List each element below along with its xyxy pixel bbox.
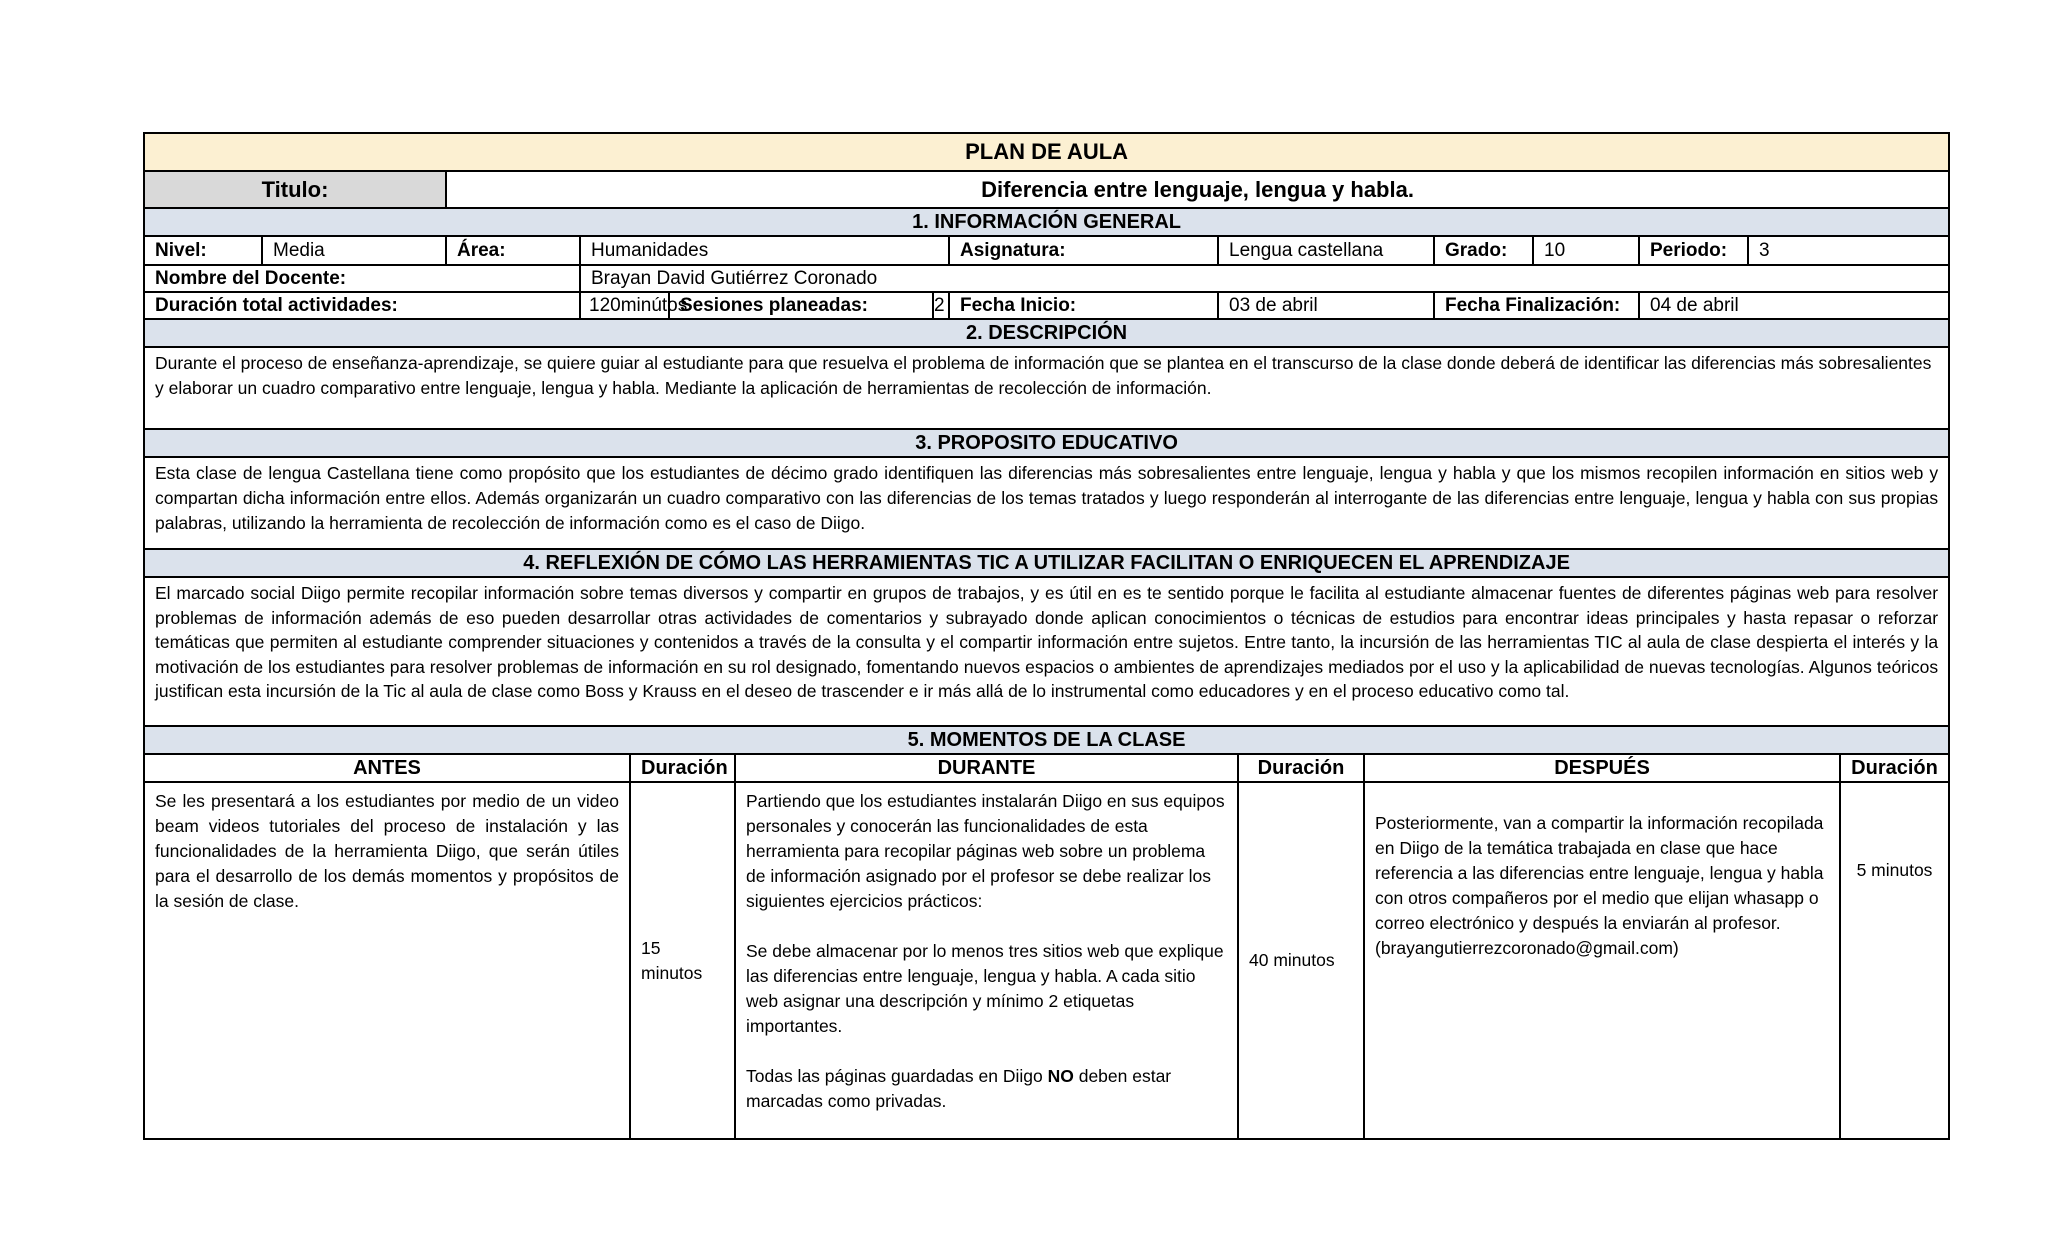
inicio-label: Fecha Inicio: (949, 292, 1218, 319)
duracion-label: Duración total actividades: (144, 292, 580, 319)
asignatura-label: Asignatura: (949, 236, 1218, 265)
docente-value: Brayan David Gutiérrez Coronado (580, 265, 1949, 292)
periodo-value: 3 (1759, 239, 1770, 261)
plan-title: PLAN DE AULA (144, 133, 1949, 171)
section3-heading: 3. PROPOSITO EDUCATIVO (144, 429, 1949, 457)
section4-text: El marcado social Diigo permite recopilar información sobre temas diversos y compartir en grupos de trabajos, y es útil en es te sentido porque le facilita al estudiante almacenar fuentes de diferentes páginas web para resolver problemas de información además de eso pueden desarrollar otras actividades de comentarios y subrayado donde aplican conocimientos o técnicas de estudios para encontrar ideas principales y hasta repasar o reforzar temáticas que permiten al estudiante comprender situaciones y contenidos a través de la consulta y el compartir información entre sujetos. Entre tanto, la incursión de las herramientas TIC al aula de clase despierta el interés y la motivación de los estudiantes para resolver problemas de información en su rol designado, fomentando nuevos espacios o ambientes de aprendizajes mediados por el uso y la aplicabilidad de nuevas tecnologías. Algunos teóricos justifican esta incursión de la Tic al aula de clase como Boss y Krauss en el deseo de trascender e ir más allá de lo instrumental como educadores y en el proceso educativo como tal. (144, 577, 1949, 726)
sesiones-value: 2 (934, 294, 945, 316)
col-durante-header: DURANTE (735, 754, 1238, 782)
durante-paragraph-2: Se debe almacenar por lo menos tres sitios web que explique las diferencias entre lenguaje, lengua y habla. A cada sitio web asignar una descripción y mínimo 2 etiquetas importantes. (746, 941, 1224, 1036)
lesson-plan-table (143, 132, 1950, 755)
grado-value: 10 (1533, 236, 1639, 265)
nivel-value: Media (262, 236, 446, 265)
area-value: Humanidades (580, 236, 949, 265)
sesiones-spacer (933, 292, 949, 319)
nivel-label: Nivel: (144, 236, 262, 265)
durante-paragraph-1: Partiendo que los estudiantes instalarán Diigo en sus equipos personales y conocerán las funcionalidades de esta herramienta para recopilar páginas web sobre un problema de información asignado por el profesor se debe realizar los siguientes ejercicios prácticos: (746, 791, 1225, 911)
lesson-plan-document (143, 132, 1948, 1140)
area-label: Área: (446, 236, 580, 265)
col-antes-header: ANTES (144, 754, 630, 782)
section3-text: Esta clase de lengua Castellana tiene como propósito que los estudiantes de décimo grado identifiquen las diferencias más sobresalientes entre lenguaje, lengua y habla y que los mismos recopilen información en sitios web y compartan dicha información entre ellos. Además organizarán un cuadro comparativo con las diferencias de los temas tratados y luego responderán al interrogante de las diferencias entre lenguaje, lengua y habla con sus propias palabras, utilizando la herramienta de recolección de información como es el caso de Diigo. (144, 457, 1949, 549)
titulo-value: Diferencia entre lenguaje, lengua y habla. (446, 171, 1949, 208)
section5-heading: 5. MOMENTOS DE LA CLASE (144, 726, 1949, 754)
col-duracion-despues-header: Duración (1840, 754, 1949, 782)
durante-paragraph-3-start: Todas las páginas guardadas en Diigo (746, 1066, 1048, 1086)
duracion-value: 120minútos (580, 292, 669, 319)
section1-heading: 1. INFORMACIÓN GENERAL (144, 208, 1949, 236)
durante-paragraph-3-emphasis: NO (1047, 1066, 1074, 1086)
despues-duracion: 5 minutos (1840, 782, 1949, 1139)
antes-text: Se les presentará a los estudiantes por medio de un video beam videos tutoriales del proceso de instalación y las funcionalidades de la herramienta Diigo, que serán útiles para el desarrollo de los demás momentos y propósitos de la sesión de clase. (144, 782, 630, 1139)
titulo-label: Titulo: (144, 171, 446, 208)
durante-paragraph-3-end: deben estar marcadas como privadas. (746, 1066, 1172, 1111)
periodo-label: Periodo: (1640, 237, 1749, 264)
section2-heading: 2. DESCRIPCIÓN (144, 319, 1949, 347)
despues-text: Posteriormente, van a compartir la información recopilada en Diigo de la temática trabajada en clase que hace referencia a las diferencias entre lenguaje, lengua y habla con otros compañeros por el medio que elijan whasapp o correo electrónico y después la enviarán al profesor.(brayangutierrezcoronado@gmail.com) (1364, 782, 1840, 1139)
sesiones-label: Sesiones planeadas: (669, 292, 933, 319)
asignatura-value: Lengua castellana (1218, 236, 1434, 265)
periodo-cell (1639, 236, 1949, 265)
section2-text: Durante el proceso de enseñanza-aprendizaje, se quiere guiar al estudiante para que resuelva el problema de información que se plantea en el transcurso de la clase donde deberá de identificar las diferencias más sobresalientes y elaborar un cuadro comparativo entre lenguaje, lengua y habla. Mediante la aplicación de herramientas de recolección de información. (144, 347, 1949, 429)
col-duracion-durante-header: Duración (1238, 754, 1364, 782)
fin-value: 04 de abril (1639, 292, 1949, 319)
durante-duracion: 40 minutos (1238, 782, 1364, 1139)
col-duracion-antes-header: Duración (630, 754, 735, 782)
inicio-value: 03 de abril (1218, 292, 1434, 319)
fin-label: Fecha Finalización: (1434, 292, 1639, 319)
durante-cell (735, 782, 1238, 1139)
grado-label: Grado: (1434, 236, 1533, 265)
section4-heading: 4. REFLEXIÓN DE CÓMO LAS HERRAMIENTAS TIC A UTILIZAR FACILITAN O ENRIQUECEN EL APRENDIZAJE (144, 549, 1949, 577)
moments-table (143, 753, 1950, 1140)
antes-duracion: 15 minutos (630, 782, 735, 1139)
col-despues-header: DESPUÉS (1364, 754, 1840, 782)
docente-label: Nombre del Docente: (144, 265, 580, 292)
